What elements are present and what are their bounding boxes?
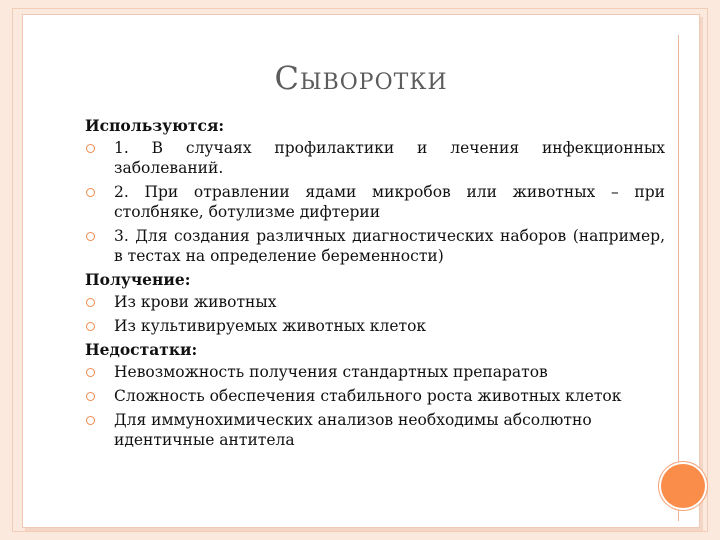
list-item-text: Из крови животных [114,293,277,311]
list-item [85,182,665,222]
bullet-icon [86,368,95,377]
frame-top-line [12,8,708,9]
section-heading-usage: Используются: [85,116,225,135]
slide-title: Сыворотки [274,59,448,97]
list-item [85,226,665,266]
list-item [85,316,665,336]
list-item [85,138,665,178]
list-item [85,362,665,382]
section-heading-drawbacks: Недостатки: [85,340,198,359]
bullet-icon [86,188,95,197]
slide [22,14,700,528]
list-item-text: 2. При отравлении ядами микробов или животных – при столбняке, ботулизме дифтерии [114,183,665,221]
bullet-icon [86,392,95,401]
list-item-text: 3. Для создания различных диагностических наборов (например, в тестах на определение беременности) [114,227,665,265]
list-item [85,386,665,406]
list-item-text: Невозможность получения стандартных препаратов [114,363,548,381]
bullet-icon [86,416,95,425]
frame-bottom-line [12,531,708,532]
list-item-text: 1. В случаях профилактики и лечения инфекционных заболеваний. [114,139,665,177]
frame-left-line [12,8,13,532]
list-item-text: Из культивируемых животных клеток [114,317,427,335]
bullet-icon [86,232,95,241]
bullet-icon [86,322,95,331]
list-item-text: Сложность обеспечения стабильного роста животных клеток [114,387,622,405]
bullet-icon [86,298,95,307]
slide-content [85,116,665,454]
vertical-accent-rule [678,35,679,521]
list-item [85,292,665,312]
orange-circle-icon [661,464,705,508]
section-heading-production: Получение: [85,270,191,289]
frame-right-line [707,8,708,532]
list-item-text: Для иммунохимических анализов необходимы абсолютно идентичные антитела [114,411,592,449]
list-item [85,410,665,450]
bullet-icon [86,144,95,153]
